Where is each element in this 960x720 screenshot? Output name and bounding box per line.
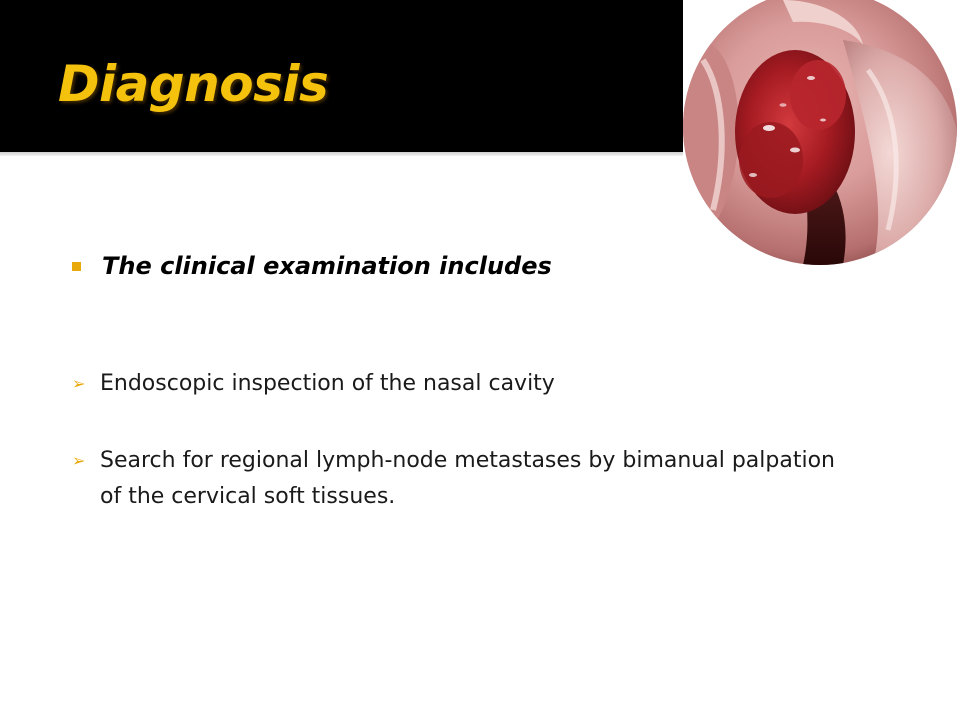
square-bullet-icon — [72, 262, 81, 271]
sub-bullet-endoscopy — [72, 366, 860, 402]
sub-bullet-palpation — [72, 443, 860, 515]
title-bar — [0, 0, 683, 152]
sub-bullet-text: Endoscopic inspection of the nasal cavity — [100, 371, 555, 396]
main-bullet-text: The clinical examination includes — [102, 252, 552, 280]
title-divider — [0, 152, 683, 156]
endoscopic-nasal-photo — [683, 0, 960, 265]
slide-title: Diagnosis — [58, 55, 329, 113]
arrow-bullet-icon: ➢ — [72, 374, 86, 393]
arrow-bullet-icon: ➢ — [72, 451, 86, 470]
sub-bullet-text: Search for regional lymph-node metastases by bimanual palpation of the cervical soft tissues. — [100, 448, 835, 509]
main-bullet — [72, 244, 552, 288]
